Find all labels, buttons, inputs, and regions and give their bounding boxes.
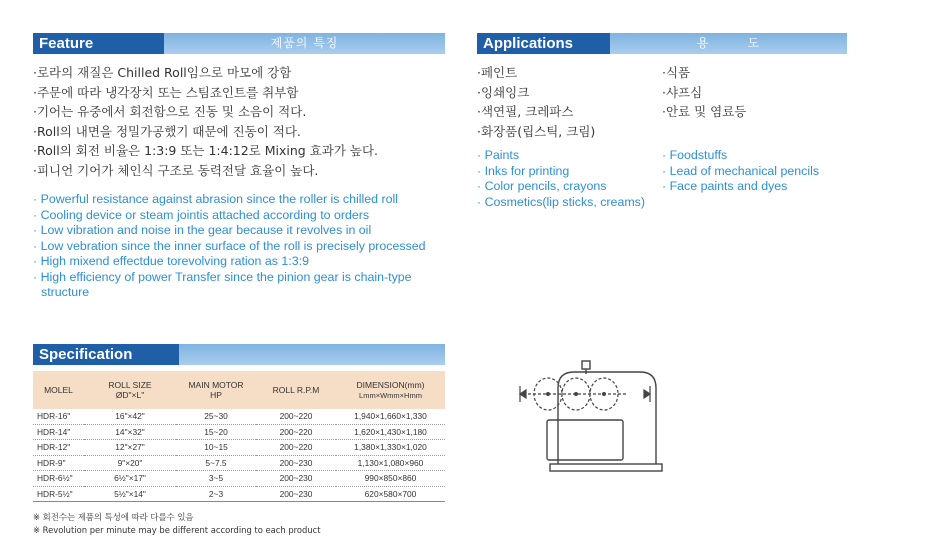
list-item: · High mixend effectdue torevolving ration as 1:3:9 [33, 254, 309, 268]
spec-table [33, 371, 445, 502]
list-item: · Low vibration and noise in the gear because it revolves in oil [33, 223, 372, 237]
applications-col1-en [477, 148, 645, 210]
list-item: ·피니언 기어가 체인식 구조로 동력전달 효율이 높다. [33, 162, 319, 178]
col-model: MOLEL [33, 371, 84, 409]
list-item: · Lead of mechanical pencils [662, 163, 820, 178]
list-item: ·로라의 재질은 Chilled Roll임으로 마모에 강함 [33, 65, 292, 80]
list-item: · Face paints and dyes [662, 179, 788, 193]
list-item: ·식품 [662, 65, 691, 80]
list-item: · High efficiency of power Transfer since the pinion gear is chain-type [33, 269, 412, 284]
applications-title: Applications [477, 33, 610, 54]
three-roll-mill-drawing [510, 356, 670, 476]
applications-title-ko-1: 용 [696, 36, 710, 50]
list-item-continued: structure [41, 285, 90, 299]
list-item: ·색연필, 크레파스 [477, 104, 574, 120]
list-item: · Paints [477, 148, 520, 162]
spec-notes [33, 511, 321, 537]
applications-col2-en [662, 148, 819, 195]
list-item: · Low vebration since the inner surface of the roll is precisely processed [33, 238, 426, 253]
applications-title-ko-2: 도 [747, 36, 761, 50]
feature-title: Feature [33, 33, 164, 54]
list-item: ·페인트 [477, 65, 518, 80]
table-row: HDR-12" 12"×27" 10~15 200~220 1,380×1,330×1,020 [33, 440, 445, 456]
col-main-motor: MAIN MOTOR HP [176, 371, 256, 409]
list-item: · Powerful resistance against abrasion since the roller is chilled roll [33, 192, 399, 206]
list-item: ·Roll의 내면을 정밀가공했기 때문에 진동이 적다. [33, 123, 301, 139]
feature-list-en [33, 192, 426, 301]
feature-header [33, 33, 445, 54]
applications-col1-ko [477, 63, 595, 141]
feature-title-ko: 제품의 특징 [164, 33, 445, 54]
note-en: ※ Revolution per minute may be different according to each product [33, 525, 321, 535]
hopper-cap [582, 361, 590, 369]
col-roll-size: ROLL SIZE ØD"×L" [84, 371, 176, 409]
note-ko: ※ 회전수는 제품의 특성에 따라 다를수 있음 [33, 512, 194, 522]
col-dimension: DIMENSION(mm) Lmm×Wmm×Hmm [336, 371, 445, 409]
list-item: · Foodstuffs [662, 148, 728, 162]
list-item: · Inks for printing [477, 163, 570, 178]
table-row: HDR-16" 16"×42" 25~30 200~220 1,940×1,660×1,330 [33, 409, 445, 424]
list-item: ·샤프심 [662, 84, 703, 100]
list-item: ·기어는 유중에서 회전함으로 진동 및 소음이 적다. [33, 104, 307, 120]
list-item: ·안료 및 염료등 [662, 104, 747, 120]
machine-frame [558, 372, 656, 464]
specification-title: Specification [33, 344, 179, 365]
col-roll-rpm: ROLL R.P.M [256, 371, 336, 409]
list-item: ·Roll의 회전 비율은 1:3:9 또는 1:4:12로 Mixing 효과가 높다. [33, 143, 379, 159]
list-item: ·화장품(립스틱, 크림) [477, 123, 596, 139]
table-row: HDR-14" 14"×32" 15~20 200~220 1,620×1,430×1,180 [33, 424, 445, 440]
list-item: · Cooling device or steam jointis attached according to orders [33, 207, 370, 222]
list-item: · Cosmetics(lip sticks, creams) [477, 194, 645, 209]
list-item: ·주문에 따라 냉각장치 또는 스팀죠인트를 취부함 [33, 84, 299, 100]
list-item: · Color pencils, crayons [477, 179, 607, 193]
machine-base [550, 464, 662, 471]
table-row: HDR-9" 9"×20" 5~7.5 200~230 1,130×1,080×960 [33, 455, 445, 471]
table-header-row [33, 371, 445, 409]
list-item: ·잉쇄잉크 [477, 84, 530, 100]
feature-list-ko [33, 63, 378, 181]
applications-col2-ko [662, 63, 746, 122]
table-row: HDR-6½" 6½"×17" 3~5 200~230 990×850×860 [33, 471, 445, 487]
table-row: HDR-5½" 5½"×14" 2~3 200~230 620×580×700 [33, 486, 445, 502]
specification-header [33, 344, 445, 365]
applications-header [477, 33, 847, 54]
